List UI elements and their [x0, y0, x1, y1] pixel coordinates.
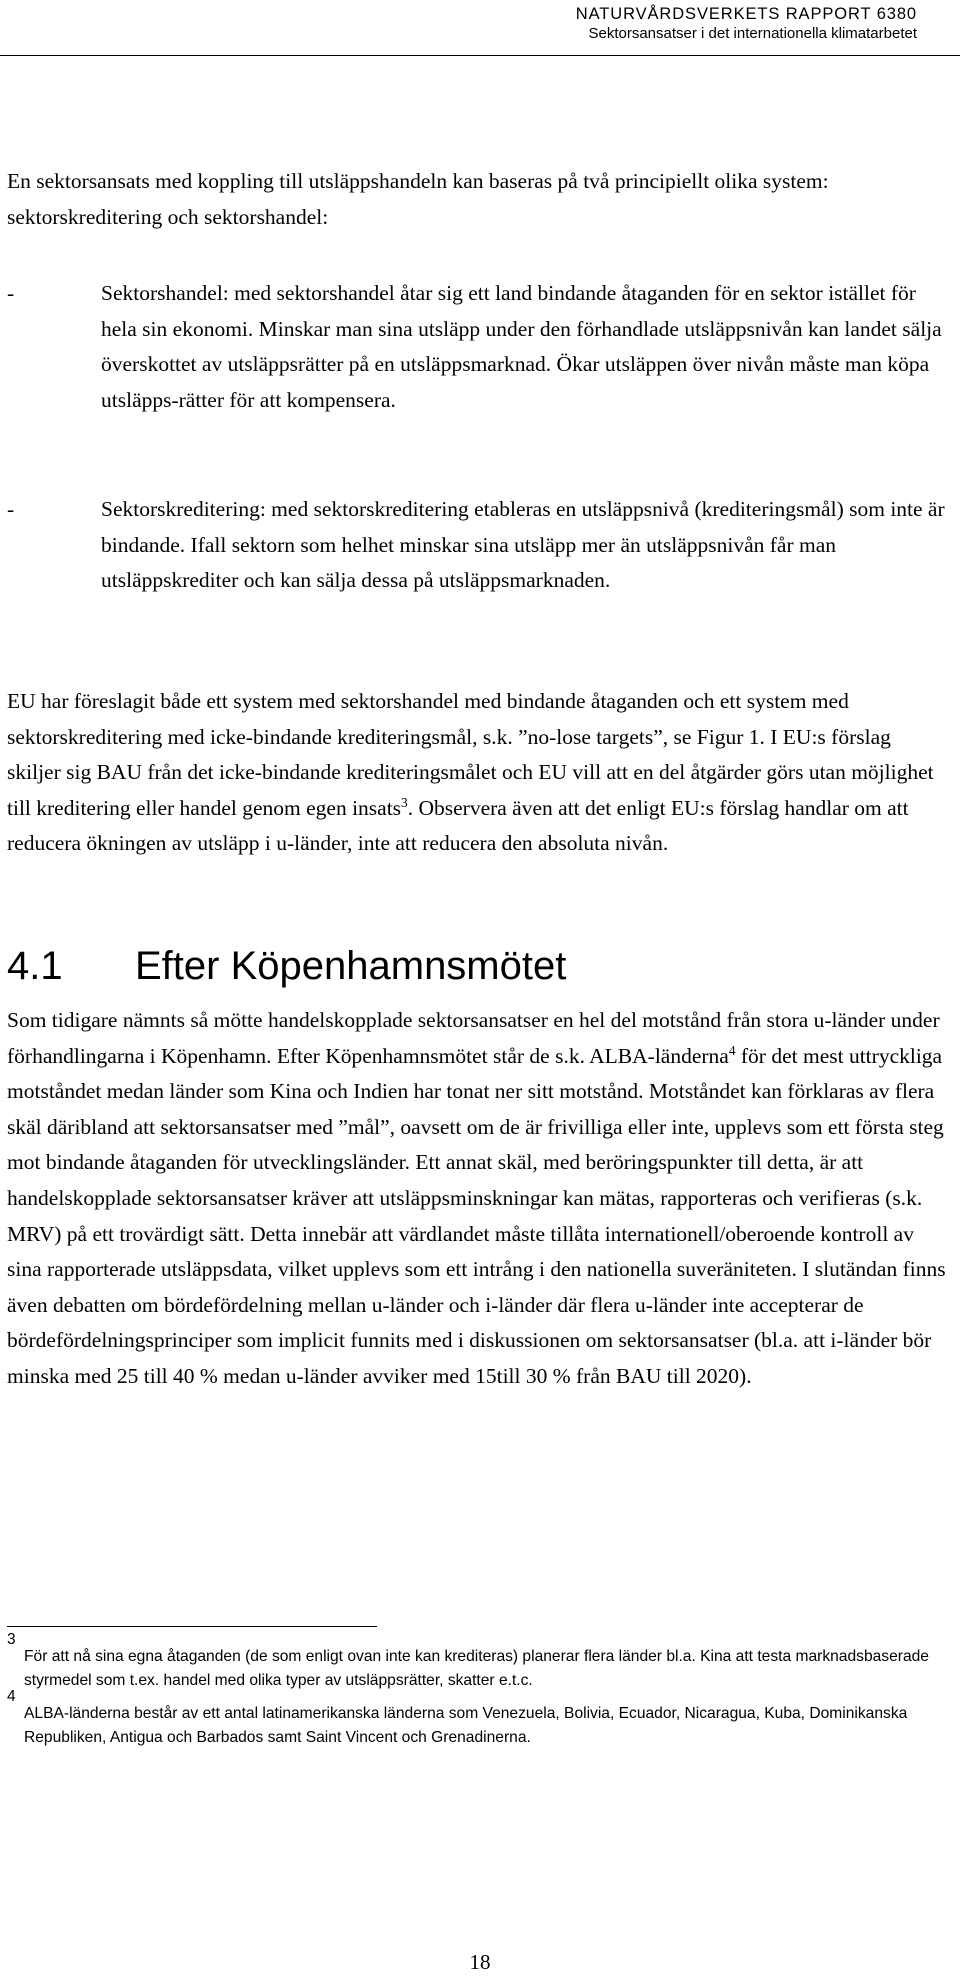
section-paragraph [7, 1003, 949, 1395]
footnote-text: ALBA-länderna består av ett antal latinamerikanska länderna som Venezuela, Bolivia, Ecuador, Nicaragua, Kuba, Dominikanska Republiken, Antigua och Barbados samt Saint Vincent och Grenadinerna. [24, 1705, 908, 1746]
intro-paragraph: En sektorsansats med koppling till utsläppshandeln kan baseras på två principiellt olika system: sektorskreditering och sektorshandel: [7, 169, 829, 229]
section-title: Efter Köpenhamnsmötet [135, 944, 567, 988]
eu-text-part1: EU har föreslagit både ett system med sektorshandel med bindande åtaganden och ett system med sektorskreditering med icke-bindande krediteringsmål, s.k. ”no-lose targets”, se Figur 1. I EU:s förslag skiljer sig BAU från det icke-bindande krediteringsmålet och EU vill att en del åtgärder görs utan möjlighet till kreditering eller handel genom egen insats [7, 689, 934, 820]
list-item-text: Sektorshandel: med sektorshandel åtar sig ett land bindande åtaganden för en sektor istället för hela sin ekonomi. Minskar man sina utsläpp under den förhandlade utsläppsnivån kan landet sälja överskottet av utsläppsrätter på en utsläppsmarknad. Ökar utsläppen över nivån måste man köpa utsläpps-rätter för att kompensera. [101, 281, 942, 412]
footnotes [7, 1631, 947, 1749]
eu-text-part2: . Observera även att det enligt EU:s förslag handlar om att reducera ökningen av utsläpp i u-länder, inte att reducera den absoluta nivån. [7, 795, 909, 856]
list-item-text: Sektorskreditering: med sektorskreditering etableras en utsläppsnivå (krediteringsmål) som inte är bindande. Ifall sektorn som helhet minskar sina utsläpp mer än utsläppsnivån får man utsläppskrediter och kan sälja dessa på utsläppsmarknaden. [101, 497, 945, 593]
page-number: 18 [469, 1950, 491, 1974]
footnote-ref-3[interactable]: 3 [401, 794, 408, 810]
section-heading [7, 942, 566, 990]
report-subtitle: Sektorsansatser i det internationella klimatarbetet [588, 25, 917, 42]
list-dash: - [7, 281, 15, 305]
list-dash: - [7, 497, 15, 521]
footnote-rule [7, 1626, 377, 1627]
eu-paragraph [7, 684, 949, 862]
footnote-number: 3 [7, 1631, 16, 1648]
section-number: 4.1 [7, 944, 63, 988]
footnote-text: För att nå sina egna åtaganden (de som enligt ovan inte kan krediteras) planerar flera länder bl.a. Kina att testa marknadsbaserade styrmedel som t.ex. handel med olika typer av utsläppsrätter, skatter e.t.c. [24, 1648, 929, 1689]
header-rule [0, 55, 960, 56]
footnote-number: 4 [7, 1688, 16, 1705]
footnote-ref-4[interactable]: 4 [728, 1042, 736, 1058]
page-header [576, 4, 917, 43]
list-item-sektorskreditering [7, 492, 949, 599]
list-item-sektorshandel [7, 276, 949, 418]
footnote-3 [7, 1631, 947, 1692]
section-text-part1: Som tidigare nämnts så mötte handelskopplade sektorsansatser en hel del motstånd från stora u-länder under förhandlingarna i Köpenhamn. Efter Köpenhamnsmötet står de s.k. ALBA-länderna [7, 1008, 940, 1068]
footnote-4 [7, 1688, 947, 1749]
section-text-part2: för det mest uttryckliga motståndet medan länder som Kina och Indien har tonat ner sitt motstånd. Motståndet kan förklaras av flera skäl däribland att sektorsansatser med ”mål”, oavsett om de är frivilliga eller inte, upplevs som ett första steg mot bindande åtaganden för utvecklingsländer. Ett annat skäl, med beröringspunkter till detta, är att handelskopplade sektorsansatser kräver att utsläppsminskningar kan mätas, rapporteras och verifieras (s.k. MRV) på ett trovärdigt sätt. Detta innebär att värdlandet måste tillåta internationell/oberoende kontroll av sina rapporterade utsläppsdata, vilket upplevs som ett intrång i den nationella suveräniteten. I slutändan finns även debatten om bördefördelning mellan u-länder och i-länder där flera u-länder inte accepterar de bördefördelningsprinciper som implicit funnits med i diskussionen om sektorsansatser (bl.a. att i-länder bör minska med 25 till 40 % medan u-länder avviker med 15till 30 % från BAU till 2020). [7, 1043, 946, 1388]
report-title: NATURVÅRDSVERKETS RAPPORT 6380 [575, 5, 917, 23]
